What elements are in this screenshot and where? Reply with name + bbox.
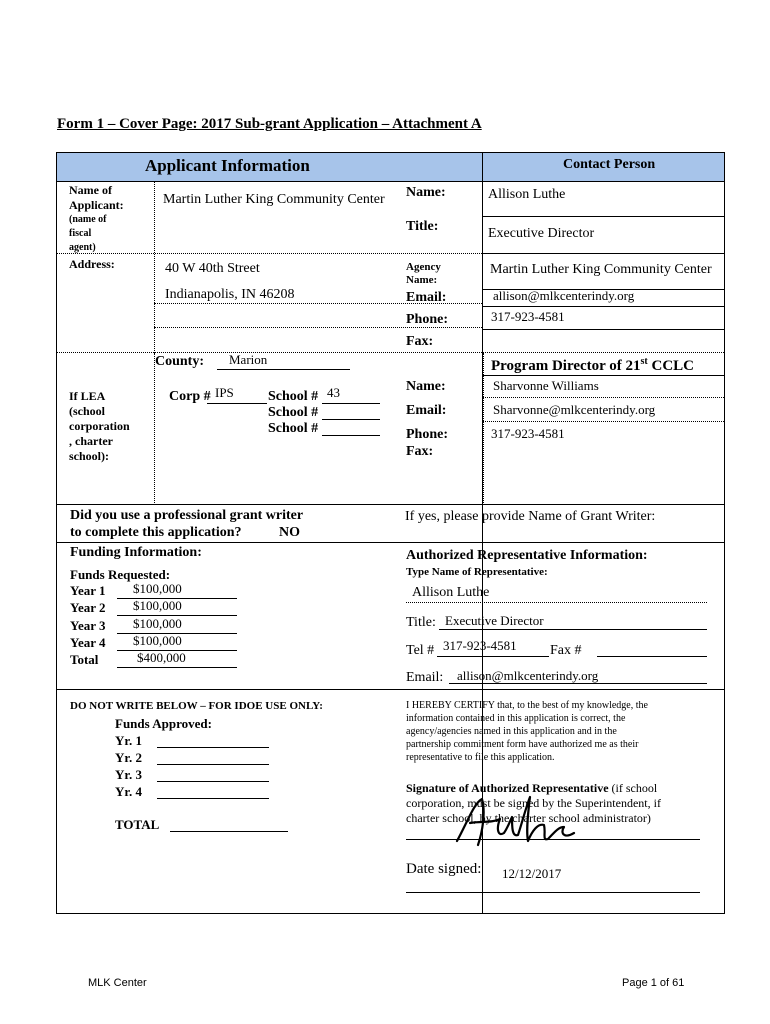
rep-name-line — [406, 602, 707, 603]
pd-name-value: Sharvonne Williams — [493, 378, 599, 393]
contact-email-value: allison@mlkcenterindy.org — [493, 288, 635, 303]
contact-phone-label: Phone: — [406, 312, 448, 327]
funds-year-value: $100,000 — [133, 598, 182, 613]
rep-email-value: allison@mlkcenterindy.org — [457, 668, 599, 683]
rep-tel-label: Tel # — [406, 643, 435, 658]
row-line-pd-heading — [482, 375, 724, 376]
funds-year-value: $100,000 — [133, 581, 182, 596]
name-label-1: Name of — [69, 183, 112, 197]
footer-page-number: Page 1 of 61 — [622, 977, 685, 989]
row-line-email — [482, 306, 724, 307]
rep-fax-label: Fax # — [550, 643, 582, 658]
row-line-phone — [482, 329, 724, 330]
label-divider-lea — [154, 353, 155, 505]
pd-email-value: Sharvonne@mlkcenterindy.org — [493, 402, 656, 417]
agency-label-2: Name: — [406, 274, 438, 286]
approved-year-line — [157, 781, 269, 782]
lea-label-3: corporation — [69, 419, 130, 433]
type-name-label: Type Name of Representative: — [406, 566, 548, 578]
address-label: Address: — [69, 257, 115, 271]
contact-header — [483, 153, 724, 182]
contact-title-label: Title: — [406, 219, 439, 234]
rep-email-label: Email: — [406, 670, 444, 685]
corp-value: IPS — [215, 385, 234, 400]
contact-title-value: Executive Director — [488, 226, 595, 241]
row-line-contact-name — [482, 216, 724, 217]
approved-year-label: Yr. 1 — [115, 733, 142, 748]
date-signed-value: 12/12/2017 — [502, 866, 562, 881]
address-line2: Indianapolis, IN 46208 — [165, 287, 295, 302]
pd-heading-sup: st — [640, 356, 648, 367]
approved-year-label: Yr. 3 — [115, 767, 142, 782]
approved-year-line — [157, 764, 269, 765]
address-line1: 40 W 40th Street — [165, 261, 260, 276]
grant-writer-question-2: to complete this application? — [70, 525, 242, 540]
funds-year-label: Year 1 — [70, 583, 106, 598]
certify-line-1: I HEREBY CERTIFY that, to the best of my knowledge, the — [406, 700, 648, 711]
name-sub-2: fiscal — [69, 228, 92, 239]
pd-phone-value: 317-923-4581 — [491, 426, 565, 441]
funding-heading: Funding Information: — [70, 545, 202, 560]
lea-label-4: , charter — [69, 434, 113, 448]
applicant-header-title: Applicant Information — [145, 156, 310, 175]
row-line-funding — [57, 542, 724, 543]
funds-approved-label: Funds Approved: — [115, 716, 212, 731]
signature-note-3: charter school, by the charter school administrator) — [406, 811, 651, 825]
rep-tel-line — [437, 656, 549, 657]
agency-label-1: Agency — [406, 261, 441, 273]
school1-label: School # — [268, 389, 319, 404]
name-sub-3: agent) — [69, 242, 96, 253]
pd-fax-label: Fax: — [406, 444, 434, 459]
signature-note-2: corporation, must be signed by the Superintendent, if — [406, 796, 661, 810]
pd-phone-label: Phone: — [406, 427, 448, 442]
date-signed-label: Date signed: — [406, 861, 482, 877]
school2-underline — [322, 419, 380, 420]
application-form — [56, 152, 725, 914]
contact-email-label: Email: — [406, 290, 447, 305]
row-line-name — [57, 253, 482, 254]
county-underline — [217, 369, 350, 370]
funds-total-value: $400,000 — [137, 650, 186, 665]
row-line-contact-title — [482, 253, 724, 254]
row-line-pd-email — [482, 421, 724, 422]
funds-requested-label: Funds Requested: — [70, 567, 171, 582]
row-line-county — [57, 352, 724, 353]
approved-total-line — [170, 831, 288, 832]
approved-year-line — [157, 747, 269, 748]
rep-email-line — [449, 683, 707, 684]
contact-name-value: Allison Luthe — [488, 187, 566, 202]
row-line-idoe — [57, 689, 724, 690]
corp-label: Corp # — [169, 389, 211, 404]
rep-title-label: Title: — [406, 615, 436, 630]
school2-label: School # — [268, 405, 319, 420]
row-line-pd-name — [482, 397, 724, 398]
authorized-heading: Authorized Representative Information: — [406, 548, 648, 563]
contact-fax-label: Fax: — [406, 334, 434, 349]
funds-year-value: $100,000 — [133, 633, 182, 648]
funds-year-value: $100,000 — [133, 616, 182, 631]
rep-fax-line — [597, 656, 707, 657]
signature-note-1: (if school — [608, 781, 658, 795]
date-signed-line — [406, 892, 700, 893]
footer-left: MLK Center — [88, 977, 147, 989]
name-label-2: Applicant: — [69, 198, 124, 212]
pd-name-label: Name: — [406, 379, 446, 394]
county-label: County: — [155, 354, 205, 369]
handwritten-signature — [452, 793, 582, 848]
lea-label-1: If LEA — [69, 389, 106, 403]
certify-line-4: partnership commitment form have authorized me as their — [406, 739, 639, 750]
applicant-header — [57, 153, 483, 182]
school3-underline — [322, 435, 380, 436]
pd-heading-text: Program Director of 21 — [491, 358, 641, 374]
pd-email-label: Email: — [406, 403, 447, 418]
signature-label: Signature of Authorized Representative — [406, 781, 609, 795]
certify-line-3: agency/agencies named in this application and in the — [406, 726, 617, 737]
lea-label-2: (school — [69, 404, 105, 418]
lea-label-5: school): — [69, 449, 109, 463]
program-director-heading — [491, 356, 694, 375]
funds-total-label: Total — [70, 652, 99, 667]
grant-writer-followup: If yes, please provide Name of Grant Writer: — [405, 509, 656, 524]
row-line-grant-writer — [57, 504, 724, 505]
contact-header-title: Contact Person — [563, 157, 656, 172]
approved-year-line — [157, 798, 269, 799]
school3-label: School # — [268, 421, 319, 436]
certify-line-5: representative to file this application. — [406, 752, 555, 763]
pd-heading-post: CCLC — [647, 358, 695, 374]
funds-year-label: Year 3 — [70, 618, 106, 633]
school1-value: 43 — [327, 385, 340, 400]
approved-total-label: TOTAL — [115, 817, 160, 832]
name-sub-1: (name of — [69, 214, 107, 225]
form-title: Form 1 – Cover Page: 2017 Sub-grant Application – Attachment A — [57, 116, 482, 132]
applicant-name-value: Martin Luther King Community Center — [163, 192, 385, 207]
school1-underline — [322, 403, 380, 404]
county-value: Marion — [229, 352, 268, 367]
grant-writer-question-1: Did you use a professional grant writer — [70, 508, 304, 523]
contact-phone-value: 317-923-4581 — [491, 309, 565, 324]
approved-year-label: Yr. 2 — [115, 750, 142, 765]
rep-name-value: Allison Luthe — [412, 585, 490, 600]
funds-year-label: Year 2 — [70, 600, 106, 615]
agency-value: Martin Luther King Community Center — [490, 262, 712, 277]
approved-year-label: Yr. 4 — [115, 784, 142, 799]
rep-tel-value: 317-923-4581 — [443, 638, 517, 653]
certify-line-2: information contained in this application is correct, the — [406, 713, 626, 724]
contact-name-label: Name: — [406, 185, 446, 200]
rep-title-value: Executive Director — [445, 613, 544, 628]
corp-underline — [207, 403, 267, 404]
idoe-note: DO NOT WRITE BELOW – FOR IDOE USE ONLY: — [70, 700, 323, 712]
grant-writer-answer: NO — [279, 525, 300, 540]
rep-title-line — [439, 629, 707, 630]
funds-year-label: Year 4 — [70, 635, 106, 650]
funds-total-underline — [117, 667, 237, 668]
